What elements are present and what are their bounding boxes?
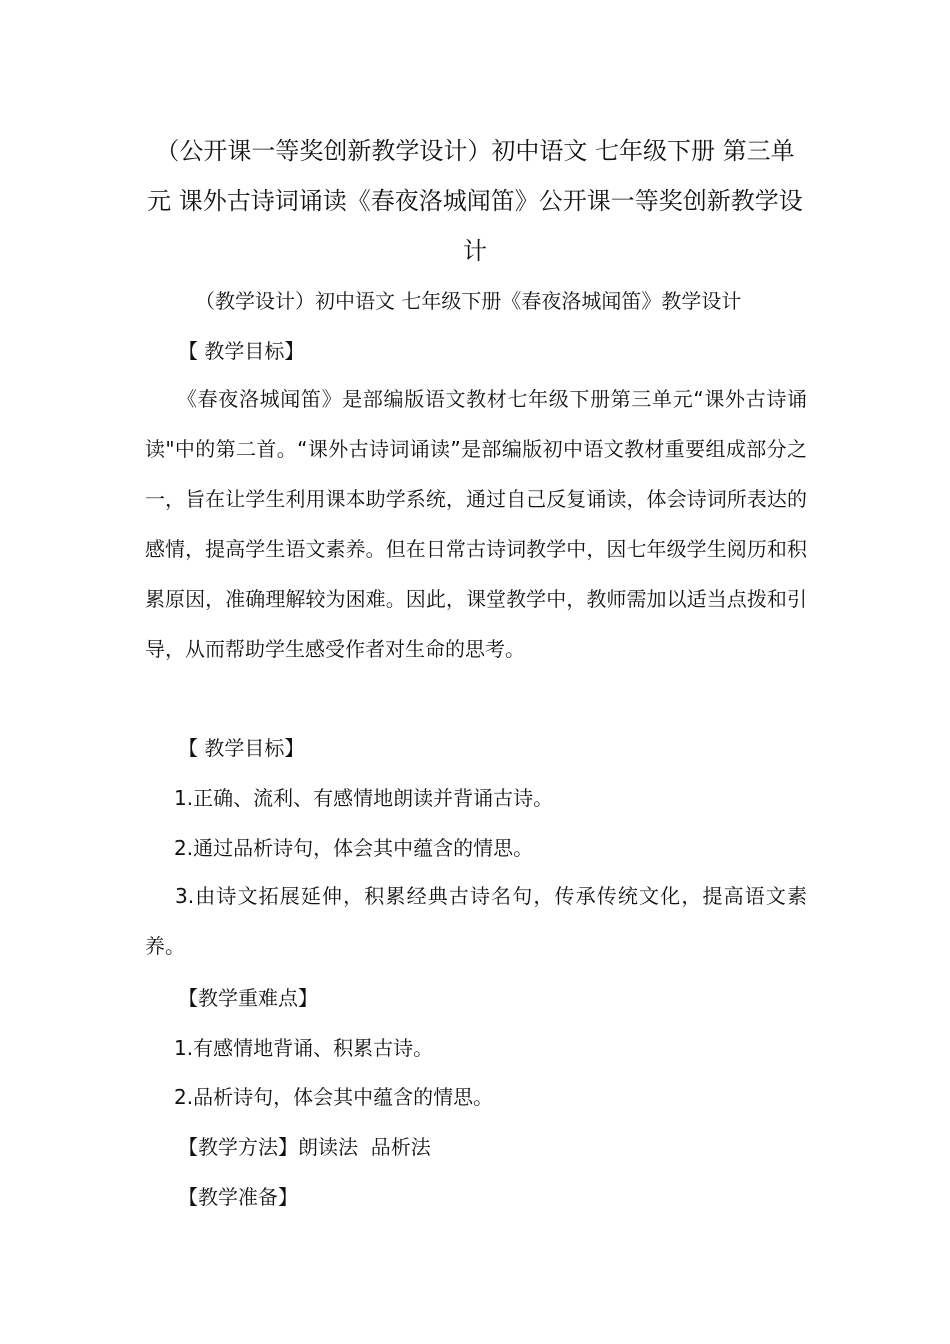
key-point-item-2: 2.品析诗句，体会其中蕴含的情思。 — [174, 1085, 494, 1109]
section-heading-key-points: 【教学重难点】 — [178, 986, 318, 1010]
key-point-item-1: 1.有感情地背诵、积累古诗。 — [174, 1036, 434, 1060]
objective-item-2: 2.通过品析诗句，体会其中蕴含的情思。 — [174, 836, 534, 860]
objective-item-1: 1.正确、流利、有感情地朗读并背诵古诗。 — [174, 786, 554, 810]
objective-item-3: 3.由诗文拓展延伸，积累经典古诗名句，传承传统文化，提高语文素养。 — [145, 884, 807, 958]
intro-paragraph: 《春夜洛城闻笛》是部编版语文教材七年级下册第三单元“课外古诗诵读"中的第二首。“课外古诗词诵读”是部编版初中语文教材重要组成部分之一，旨在让学生利用课本助学系统，通过自己反复诵读，体会诗词所表达的感情，提高学生语文素养。但在日常古诗词教学中，因七年级学生阅历和积累原因，准确理解较为困难。因此，课堂教学中，教师需加以适当点拨和引导，从而帮助学生感受作者对生命的思考。 — [145, 387, 807, 661]
section-teaching-methods: 【教学方法】朗读法 品析法 — [178, 1135, 431, 1159]
document-subtitle: （教学设计）初中语文 七年级下册《春夜洛城闻笛》教学设计 — [195, 289, 742, 313]
section-heading-preparation: 【教学准备】 — [178, 1185, 298, 1209]
section-heading-objectives-2: 【 教学目标】 — [178, 736, 305, 760]
document-title: （公开课一等奖创新教学设计）初中语文 七年级下册 第三单元 课外古诗词诵读《春夜洛城闻笛》公开课一等奖创新教学设计 — [147, 137, 803, 265]
section-heading-objectives: 【 教学目标】 — [178, 339, 305, 363]
